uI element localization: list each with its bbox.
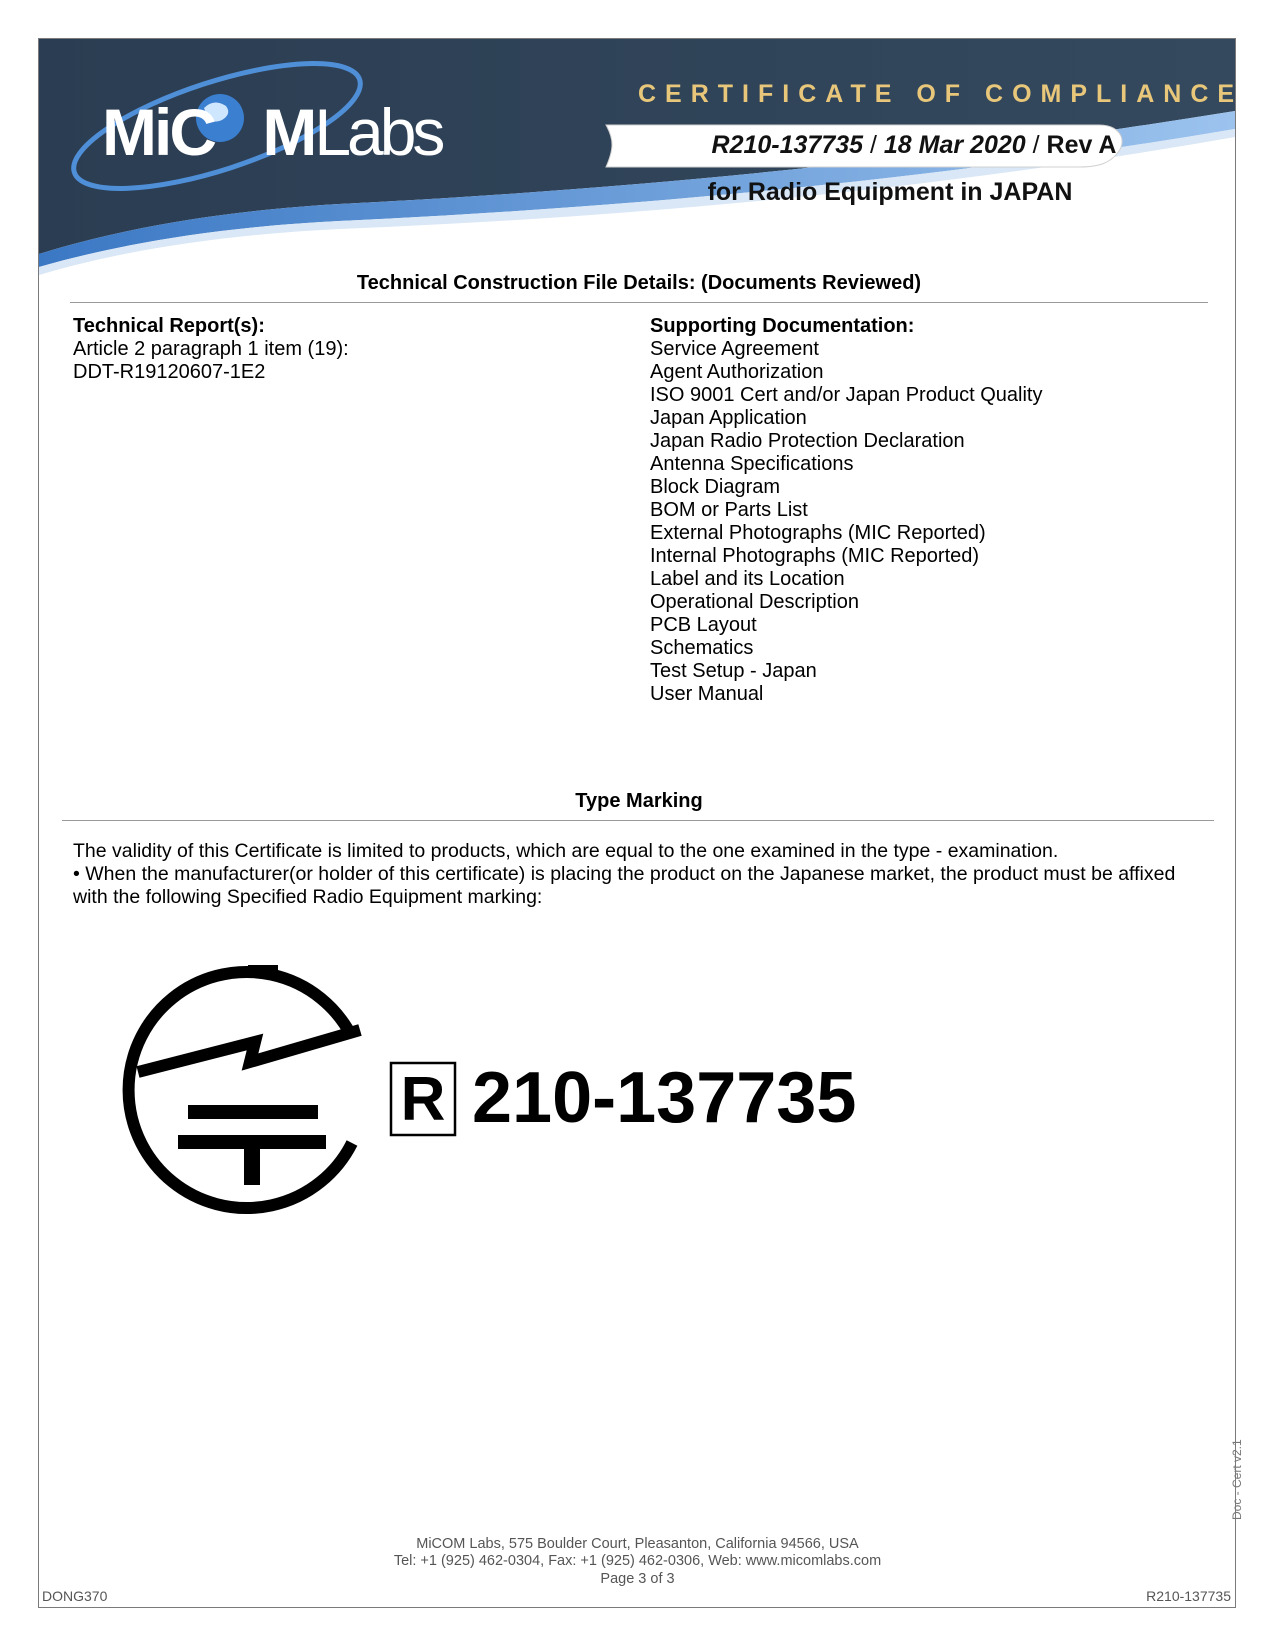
logo-text-mic: MiC <box>102 95 214 169</box>
section-divider <box>62 820 1214 821</box>
page-number: Page 3 of 3 <box>600 1571 675 1587</box>
supporting-doc-item: Japan Radio Protection Declaration <box>650 430 965 452</box>
logo-globe-letter <box>214 95 262 169</box>
supporting-doc-item: Japan Application <box>650 407 807 429</box>
supporting-doc-item: Block Diagram <box>650 476 781 498</box>
certificate-title: CERTIFICATE OF COMPLIANCE <box>638 80 1244 108</box>
supporting-doc-item: User Manual <box>650 683 764 705</box>
technical-reports-list <box>73 338 349 384</box>
supporting-doc-item: BOM or Parts List <box>650 499 808 521</box>
r-symbol: R <box>400 1065 446 1134</box>
type-marking-text <box>73 840 1203 909</box>
validity-paragraph: The validity of this Certificate is limited to products, which are equal to the one examined in the type - examination. <box>73 840 1059 862</box>
marking-requirement-paragraph: • When the manufacturer(or holder of this certificate) is placing the product on the Japanese market, the product must be affixed with the following Specified Radio Equipment marking: <box>73 863 1176 908</box>
logo-wordmark <box>102 94 441 170</box>
certificate-date: 18 Mar 2020 <box>883 131 1026 159</box>
supporting-doc-item: Agent Authorization <box>650 361 824 383</box>
logo-text-m: M <box>262 95 315 169</box>
technical-report-item: DDT-R19120607-1E2 <box>73 361 266 383</box>
footer-contact: Tel: +1 (925) 462-0304, Fax: +1 (925) 462-0306, Web: www.micomlabs.com <box>393 1553 882 1569</box>
supporting-doc-item: Label and its Location <box>650 568 845 590</box>
ref-separator: / <box>863 131 884 159</box>
certificate-subtitle: for Radio Equipment in JAPAN <box>707 178 1073 206</box>
certificate-number: R210-137735 <box>711 131 864 159</box>
certificate-reference <box>640 124 1188 166</box>
supporting-docs-list <box>650 338 1042 706</box>
type-marking-title: Type Marking <box>575 790 703 812</box>
supporting-doc-item: PCB Layout <box>650 614 757 636</box>
certificate-revision: Rev A <box>1046 131 1117 159</box>
supporting-doc-item: Antenna Specifications <box>650 453 854 475</box>
tcf-section-title: Technical Construction File Details: (Documents Reviewed) <box>356 272 922 294</box>
technical-reports-heading: Technical Report(s): <box>73 315 265 337</box>
section-divider <box>70 302 1208 303</box>
footer-address: MiCOM Labs, 575 Boulder Court, Pleasanton, California 94566, USA <box>416 1536 859 1552</box>
supporting-doc-item: Internal Photographs (MIC Reported) <box>650 545 980 567</box>
supporting-docs-heading: Supporting Documentation: <box>650 315 915 337</box>
supporting-doc-item: External Photographs (MIC Reported) <box>650 522 986 544</box>
document-version: Doc - Cert v2.1 <box>1230 1439 1244 1520</box>
footer-left-code: DONG370 <box>42 1588 108 1604</box>
footer-right-code: R210-137735 <box>1146 1588 1231 1604</box>
supporting-doc-item: Service Agreement <box>650 338 819 360</box>
technical-report-item: Article 2 paragraph 1 item (19): <box>73 338 349 360</box>
supporting-doc-item: Schematics <box>650 637 754 659</box>
giteki-mark <box>120 960 880 1230</box>
logo-text-labs: Labs <box>314 95 442 169</box>
ref-separator: / <box>1025 131 1047 159</box>
supporting-doc-item: Test Setup - Japan <box>650 660 817 682</box>
supporting-doc-item: ISO 9001 Cert and/or Japan Product Quality <box>650 384 1043 406</box>
supporting-doc-item: Operational Description <box>650 591 859 613</box>
certificate-mark-number: 210-137735 <box>472 1058 857 1138</box>
micom-labs-logo <box>52 56 442 216</box>
